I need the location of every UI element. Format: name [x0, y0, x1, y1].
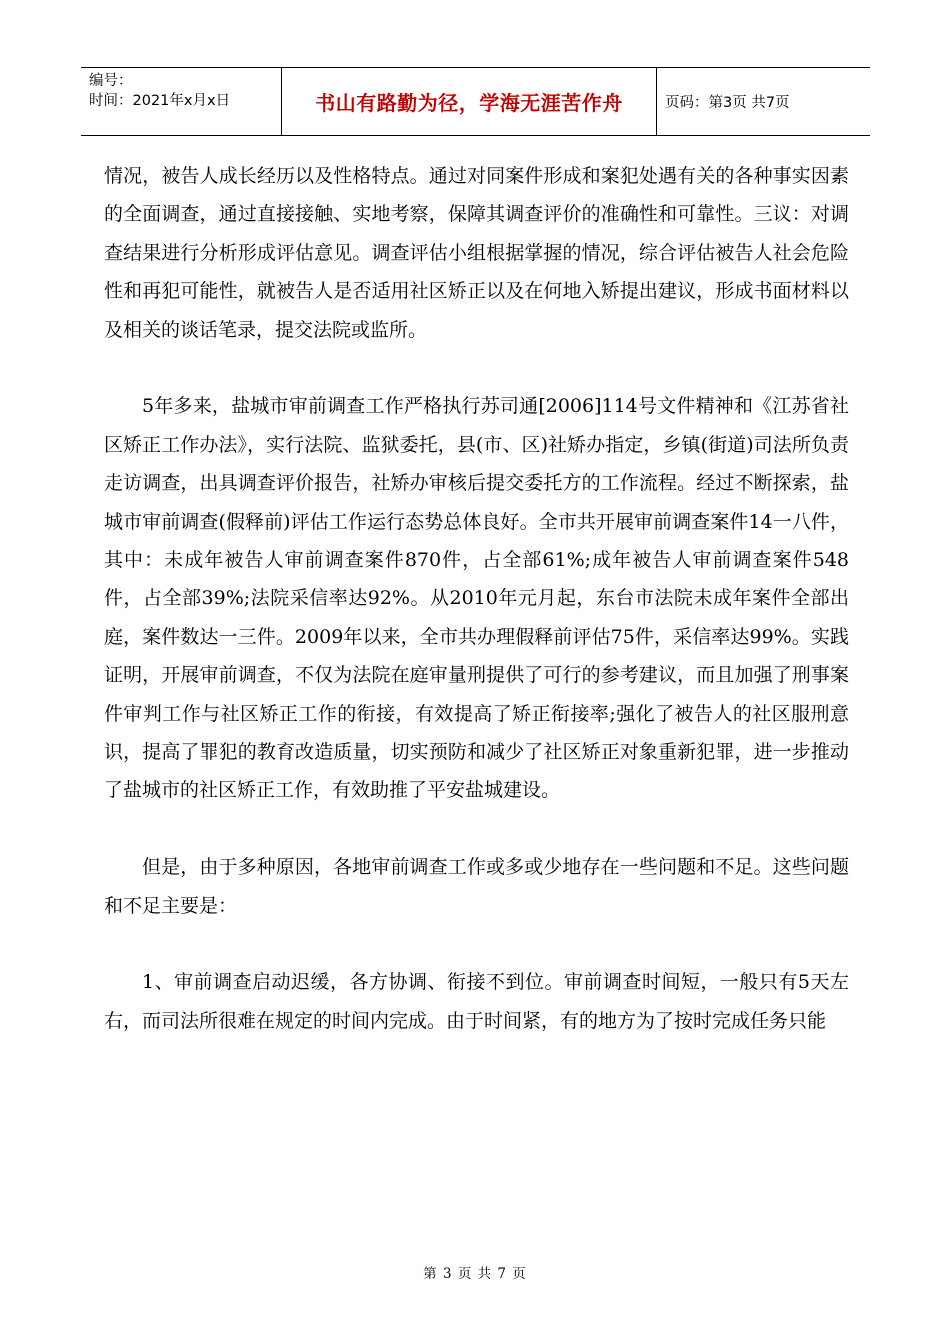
document-body: [104, 157, 849, 1079]
header-page-info: 页码：第3页 共7页: [665, 95, 790, 111]
header-motto: 书山有路勤为径，学海无涯苦作舟: [282, 68, 657, 135]
page-footer: 第 3 页 共 7 页: [423, 1266, 527, 1282]
paragraph-2: 5年多来，盐城市审前调查工作严格执行苏司通[2006]114号文件精神和《江苏省社区矫正工作办法》，实行法院、监狱委托，县(市、区)社矫办指定，乡镇(街道)司法所负责走访调查，出具调查评价报告，社矫办审核后提交委托方的工作流程。经过不断探索，盐城市审前调查(假释前)评估工作运行态势总体良好。全市共开展审前调查案件14一八件，其中：未成年被告人审前调查案件870件，占全部61%;成年被告人审前调查案件548件，占全部39%;法院采信率达92%。从2010年元月起，东台市法院未成年案件全部出庭，案件数达一三件。2009年以来，全市共办理假释前评估75件，采信率达99%。实践证明，开展审前调查，不仅为法院在庭审量刑提供了可行的参考建议，而且加强了刑事案件审判工作与社区矫正工作的衔接，有效提高了矫正衔接率;强化了被告人的社区服刑意识，提高了罪犯的教育改造质量，切实预防和减少了社区矫正对象重新犯罪，进一步推动了盐城市的社区矫正工作，有效助推了平安盐城建设。: [104, 395, 849, 802]
header-meta: [81, 68, 282, 135]
page-header: [81, 67, 870, 136]
paragraph-3: 但是，由于多种原因，各地审前调查工作或多或少地存在一些问题和不足。这些问题和不足主要是：: [104, 856, 849, 917]
serial-label: 编号：: [89, 73, 133, 89]
paragraph-4: 1、审前调查启动迟缓，各方协调、衔接不到位。审前调查时间短，一般只有5天左右，而司法所很难在规定的时间内完成。由于时间紧，有的地方为了按时完成任务只能: [104, 971, 849, 1032]
date-label: 时间：2021年x月x日: [89, 93, 231, 109]
paragraph-1: 情况，被告人成长经历以及性格特点。通过对同案件形成和案犯处遇有关的各种事实因素的全面调查，通过直接接触、实地考察，保障其调查评价的准确性和可靠性。三议：对调查结果进行分析形成评估意见。调查评估小组根据掌握的情况，综合评估被告人社会危险性和再犯可能性，就被告人是否适用社区矫正以及在何地入矫提出建议，形成书面材料以及相关的谈话笔录，提交法院或监所。: [104, 165, 849, 341]
